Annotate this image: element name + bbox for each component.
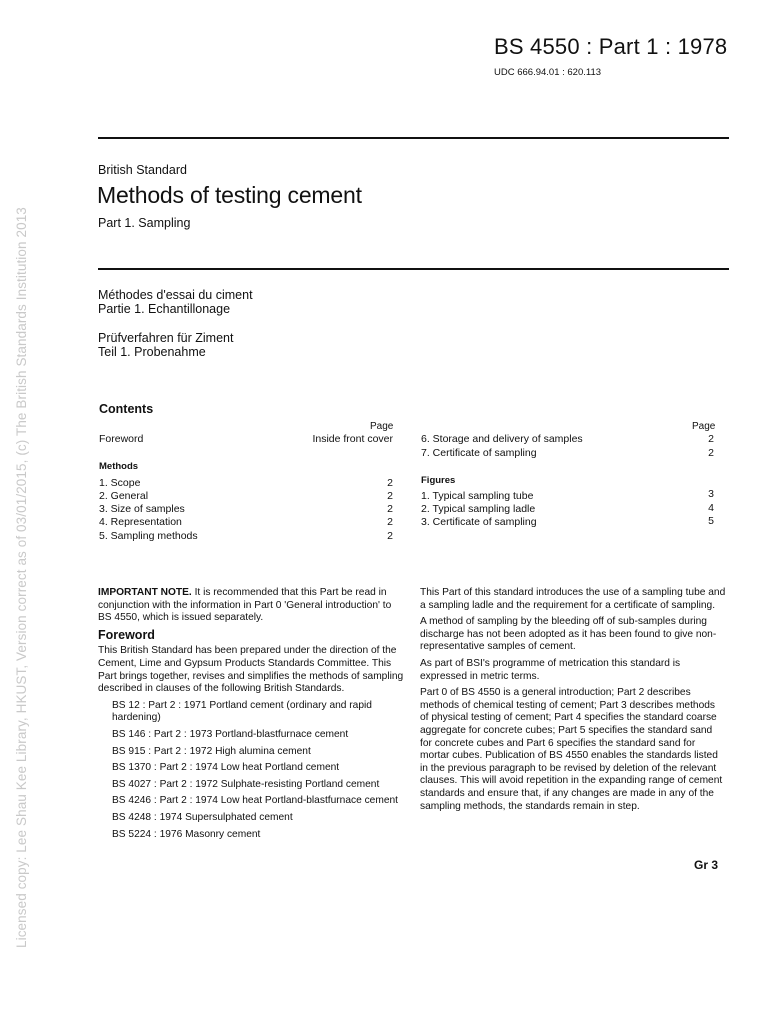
toc-entry-general[interactable]: 2. General: [99, 490, 149, 502]
page-column-label-left: Page: [370, 421, 394, 432]
toc-entry-sampling-methods[interactable]: 5. Sampling methods: [99, 530, 198, 542]
list-item: BS 915 : Part 2 : 1972 High alumina cement: [112, 745, 311, 757]
left-body-column: [98, 587, 404, 845]
list-item: BS 5224 : 1976 Masonry cement: [112, 828, 261, 840]
toc-figure-page: 4: [708, 502, 714, 514]
toc-entry-page: 2: [387, 503, 393, 515]
toc-entry-scope[interactable]: 1. Scope: [99, 477, 141, 489]
important-note-label: IMPORTANT NOTE.: [98, 587, 192, 598]
part-subtitle: Part 1. Sampling: [98, 216, 191, 230]
toc-entry-page: 2: [387, 490, 393, 502]
toc-entry-representation[interactable]: 4. Representation: [99, 516, 182, 528]
toc-entry-page: Inside front cover: [312, 433, 393, 445]
foreword-paragraph: This British Standard has been prepared under the direction of the Cement, Lime and Gypsum Products Standards Committee. This Part brings together, revises and simplifies the methods of sampling described in clauses of the following British Standards.: [98, 645, 404, 695]
page-title: Methods of testing cement: [97, 182, 362, 208]
standards-list: [98, 700, 404, 841]
toc-figure-sampling-tube[interactable]: 1. Typical sampling tube: [421, 490, 534, 502]
french-part: Partie 1. Echantillonage: [98, 302, 231, 316]
body-paragraph: A method of sampling by the bleeding off of sub-samples during discharge has not been adopted as it has been found to give non-representative samples of cement.: [420, 616, 717, 653]
toc-entry-label: Foreword: [99, 433, 144, 445]
list-item: BS 146 : Part 2 : 1973 Portland-blastfurnace cement: [112, 728, 349, 740]
toc-entry-page: 2: [708, 447, 714, 459]
title-divider: [98, 268, 729, 270]
toc-entry-size-of-samples[interactable]: 3. Size of samples: [99, 503, 185, 515]
toc-figure-sampling-ladle[interactable]: 2. Typical sampling ladle: [421, 503, 536, 515]
list-item: BS 4246 : Part 2 : 1974 Low heat Portland-blastfurnace cement: [112, 795, 398, 807]
page-column-label-right: Page: [692, 421, 716, 432]
right-body-column: [420, 587, 726, 817]
body-paragraph: Part 0 of BS 4550 is a general introduction; Part 2 describes methods of chemical testing of cement; Part 3 describes methods of physical testing of cement; Part 4 specifies the standard coarse aggregate for concrete cubes; Part 5 specifies the standard sand for concrete cubes and Part 6 specifies the standard sand for mortar cubes. Publication of BS 4550 enables the standards listed in the previous paragraph to be revised by deletion of the relevant clauses. This will avoid repetition in the expanding range of cement standards and ensure that, if any changes are made in any of the sampling methods, the standards remain in step.: [420, 687, 723, 812]
license-watermark: Licensed copy: Lee Shau Kee Library, HKUST, Version correct as of 03/01/2015, (c) The British Standards Institution 2013: [14, 207, 29, 948]
toc-figure-certificate[interactable]: 3. Certificate of sampling: [421, 516, 537, 528]
foreword-heading: Foreword: [98, 627, 155, 642]
price-group: Gr 3: [694, 858, 719, 872]
german-title: Prüfverfahren für Ziment: [98, 331, 234, 345]
list-item: BS 4027 : Part 2 : 1972 Sulphate-resisting Portland cement: [112, 778, 380, 790]
body-paragraph: As part of BSI's programme of metrication this standard is expressed in metric terms.: [420, 657, 681, 682]
top-divider: [98, 137, 729, 139]
toc-entry-page: 2: [387, 477, 393, 489]
list-item: BS 4248 : 1974 Supersulphated cement: [112, 811, 293, 823]
contents-heading: Contents: [99, 402, 154, 416]
german-part: Teil 1. Probenahme: [98, 345, 206, 359]
toc-entry-page: 2: [387, 530, 393, 542]
toc-entry-certificate[interactable]: 7. Certificate of sampling: [421, 447, 537, 459]
french-title: Méthodes d'essai du ciment: [98, 288, 253, 302]
toc-entry-page: 2: [387, 516, 393, 528]
toc-entry-storage-delivery[interactable]: 6. Storage and delivery of samples: [421, 433, 583, 445]
important-note-text: It is recommended that this Part be read in conjunction with the information in Part 0 'General introduction' to BS 4550, which is issued separately.: [98, 587, 392, 624]
british-standard-label: British Standard: [98, 163, 187, 177]
udc-code: UDC 666.94.01 : 620.113: [494, 67, 602, 78]
toc-entry-page: 2: [708, 433, 714, 445]
list-item: BS 12 : Part 2 : 1971 Portland cement (ordinary and rapid hardening): [112, 699, 372, 724]
body-paragraph: This Part of this standard introduces the use of a sampling tube and a sampling ladle and the requirement for a certificate of sampling.: [420, 587, 726, 611]
toc-entry-foreword[interactable]: [99, 433, 143, 446]
list-item: BS 1370 : Part 2 : 1974 Low heat Portland cement: [112, 762, 340, 774]
toc-figure-page: 5: [708, 515, 714, 527]
toc-figures-heading: Figures: [421, 475, 456, 486]
toc-figure-page: 3: [708, 488, 714, 500]
important-note: [98, 587, 404, 625]
standard-number: BS 4550 : Part 1 : 1978: [494, 34, 728, 59]
toc-methods-heading: Methods: [99, 461, 139, 472]
